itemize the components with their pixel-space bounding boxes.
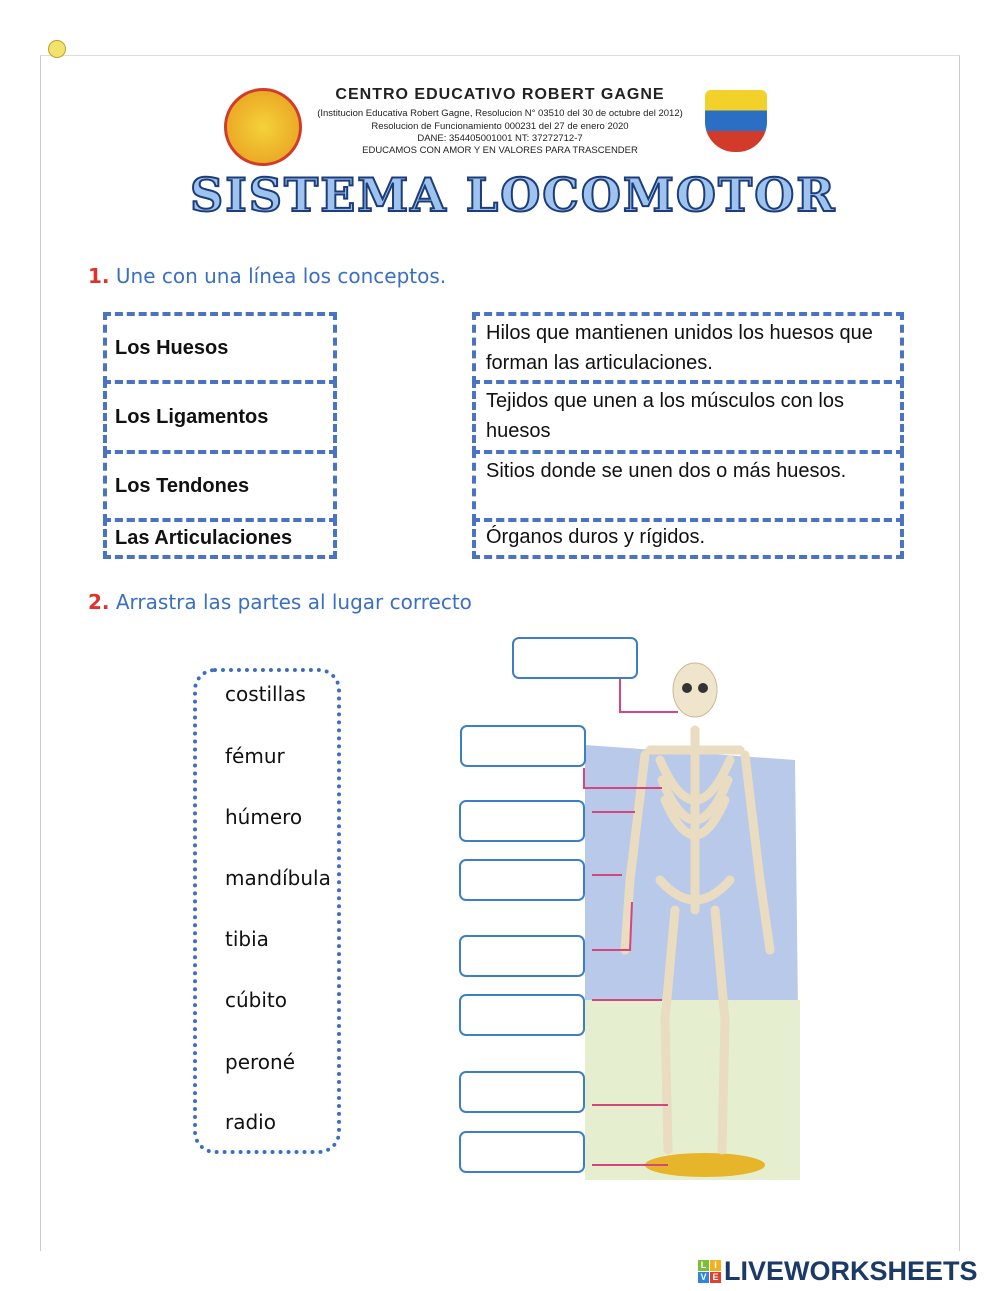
eye-socket — [682, 683, 692, 693]
badge-letter: I — [710, 1260, 721, 1271]
eye-socket — [698, 683, 708, 693]
definition-box[interactable]: Tejidos que unen a los músculos con los huesos — [472, 380, 904, 454]
question-2-heading — [88, 590, 472, 614]
header-line: Resolucion de Funcionamiento 000231 del 27 de enero 2020 — [371, 121, 629, 132]
question-text: Arrastra las partes al lugar correcto — [115, 590, 472, 614]
question-1-heading — [88, 264, 446, 288]
pushpin-icon — [48, 40, 66, 58]
answer-drop-box[interactable] — [459, 935, 585, 977]
question-text: Une con una línea los conceptos. — [115, 264, 447, 288]
answer-drop-box[interactable] — [459, 994, 585, 1036]
word-item[interactable]: cúbito — [225, 988, 288, 1012]
word-item[interactable]: mandíbula — [225, 866, 331, 890]
answer-drop-box[interactable] — [512, 637, 638, 679]
word-item[interactable]: fémur — [225, 744, 285, 768]
definition-box[interactable]: Sitios donde se unen dos o más huesos. — [472, 450, 904, 522]
concept-box[interactable]: Los Ligamentos — [103, 380, 337, 454]
answer-drop-box[interactable] — [459, 1071, 585, 1113]
skeleton-diagram — [440, 620, 820, 1200]
word-item[interactable]: peroné — [225, 1050, 295, 1074]
header-line: EDUCAMOS CON AMOR Y EN VALORES PARA TRASCENDER — [362, 145, 638, 156]
question-number: 2. — [88, 590, 110, 614]
skull — [673, 663, 717, 717]
concept-box[interactable]: Las Articulaciones — [103, 518, 337, 559]
badge-letter: L — [698, 1260, 709, 1271]
badge-letter: E — [710, 1272, 721, 1283]
liveworksheets-logo — [698, 1256, 978, 1287]
ground-panel — [585, 1000, 800, 1180]
concept-box[interactable]: Los Tendones — [103, 450, 337, 522]
definition-box[interactable]: Órganos duros y rígidos. — [472, 518, 904, 559]
brand-name: LIVEWORKSHEETS — [724, 1256, 978, 1286]
page-title: SISTEMA LOCOMOTOR — [190, 168, 837, 222]
definition-box[interactable]: Hilos que mantienen unidos los huesos que forman las articulaciones. — [472, 312, 904, 384]
concept-box[interactable]: Los Huesos — [103, 312, 337, 384]
word-item[interactable]: tibia — [225, 927, 269, 951]
word-item[interactable]: húmero — [225, 805, 303, 829]
school-name: CENTRO EDUCATIVO ROBERT GAGNE — [335, 86, 665, 103]
badge-letter: V — [698, 1272, 709, 1283]
answer-drop-box[interactable] — [459, 1131, 585, 1173]
header-line: DANE: 354405001001 NT: 37272712-7 — [417, 133, 583, 144]
question-number: 1. — [88, 264, 110, 288]
answer-drop-box[interactable] — [459, 800, 585, 842]
word-item[interactable]: radio — [225, 1110, 276, 1134]
live-badge-icon — [698, 1260, 721, 1283]
header-line: (Institucion Educativa Robert Gagne, Resolucion N° 03510 del 30 de octubre del 2012) — [317, 108, 683, 119]
word-item[interactable]: costillas — [225, 682, 306, 706]
answer-drop-box[interactable] — [460, 725, 586, 767]
word-bank — [193, 668, 341, 1154]
answer-drop-box[interactable] — [459, 859, 585, 901]
